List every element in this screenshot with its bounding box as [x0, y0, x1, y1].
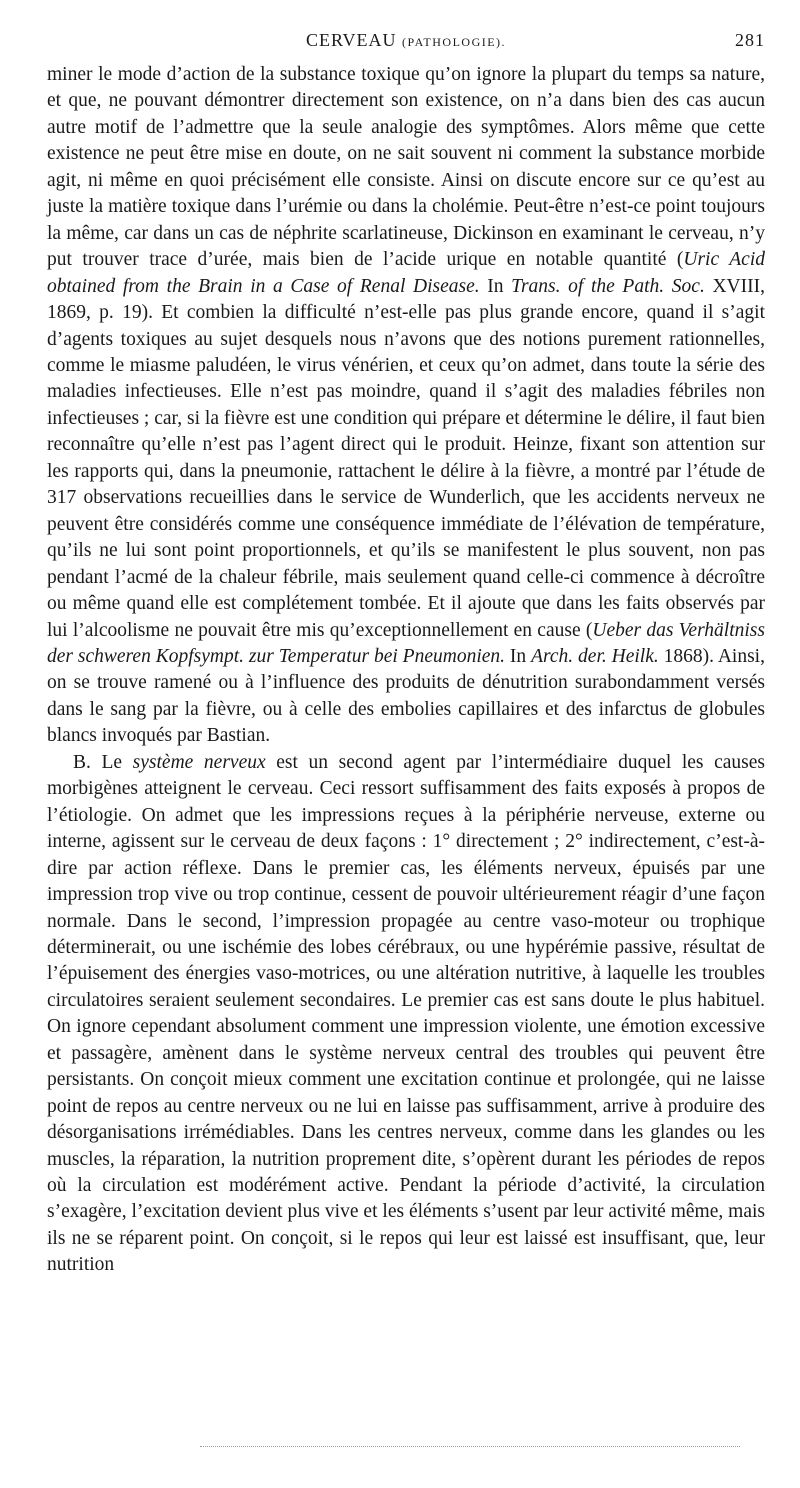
book-page — [47, 28, 765, 1279]
italic-text: Uric Acid obtained from the Brain in a Case of Renal Disease. — [47, 249, 765, 297]
text-run: B. Le — [73, 751, 133, 773]
paragraph-systeme-nerveux — [47, 750, 765, 1279]
running-head — [47, 28, 765, 62]
text-run: est un second agent par l’intermédiaire duquel les causes morbigènes atteignent le cerveau. Ceci ressort suffisamment des faits exposés à propos de l’étiologie. On admet que les impressions reçues à la périphérie nerveuse, externe ou interne, agissent sur le cerveau de deux façons : 1° directement ; 2° indirectement, c’est-à-dire par action réflexe. Dans le premier cas, les éléments nerveux, épuisés par une impression trop vive ou trop continue, cessent de pouvoir ultérieurement réagir d’une façon normale. Dans le second, l’impression propagée au centre vaso-moteur ou trophique déterminerait, ou une ischémie des lobes cérébraux, ou une hypérémie passive, résultat de l’épuisement des énergies vaso-motrices, ou une altération nutritive, à laquelle les troubles circulatoires seraient seulement secondaires. Le premier cas est sans doute le plus habituel. On ignore cependant absolument comment une impression violente, une émotion excessive et passagère, amènent dans le système nerveux central des troubles qui peuvent être persistants. On conçoit mieux comment une excitation continue et prolongée, qui ne laisse point de repos au centre nerveux ou ne lui en laisse pas suffisamment, arrive à produire des désorganisations irrémédiables. Dans les centres nerveux, comme dans les glandes ou les muscles, la réparation, la nutrition proprement dite, s’opèrent durant les périodes de repos où la circulation est modérément active. Pendant la période d’activité, la circulation s’exagère, l’excitation devient plus vive et les éléments s’usent par leur activité même, mais ils ne se réparent point. On conçoit, si le repos qui leur est laissé est insuffisant, que, leur nutrition — [47, 751, 766, 1276]
paragraph-continued — [47, 62, 765, 750]
text-run: XVIII, 1869, p. 19). Et combien la difficulté n’est-elle pas plus grande encore, quand il s’agit d’agents toxiques au sujet desquels nous n’avons que des notions purement rationnelles, comme le miasme paludéen, le virus vénérien, et ceux qu’on admet, dans toute la série des maladies infectieuses. Elle n’est pas moindre, quand il s’agit des maladies fébriles non infectieuses ; car, si la fièvre est une condition qui prépare et détermine le délire, il faut bien reconnaître qu’elle n’est pas l’agent direct qui le produit. Heinze, fixant son attention sur les rapports qui, dans la pneumonie, rattachent le délire à la fièvre, a montré par l’étude de 317 observations recueillies dans le service de Wunderlich, que les accidents nerveux ne peuvent être considérés comme une conséquence immédiate de l’élévation de température, qu’ils ne lui sont point proportionnels, et qu’ils se manifestent le plus souvent, non pas pendant l’acmé de la chaleur fébrile, mais seulement quand celle-ci commence à décroître ou même quand elle est complétement tombée. Et il ajoute que dans les faits observés par lui l’alcoolisme ne pouvait être mis qu’exceptionnellement en cause ( — [47, 275, 765, 641]
text-run: miner le mode d’action de la substance toxique qu’on ignore la plupart du temps sa nature, et que, ne pouvant démontrer directement son existence, on n’a dans bien des cas aucun autre motif de l’admettre que la seule analogie des symptômes. Alors même que cette existence ne peut être mise en doute, on ne sait souvent ni comment la substance morbide agit, ni même en quoi précisément elle consiste. Ainsi on discute encore sur ce qu’est au juste la matière toxique dans l’urémie ou dans la cholémie. Peut-être n’est-ce point toujours la même, car dans un cas de néphrite scarlatineuse, Dickinson en examinant le cerveau, n’y put trouver trace d’urée, mais bien de l’acide urique en notable quantité ( — [47, 64, 765, 271]
text-run: 1868). Ainsi, on se trouve ramené ou à l’influence des produits de dénutrition surabondamment versés dans le sang par la fièvre, ou à celle des embolies capillaires et des infarctus de globules blancs invoqués par Bastian. — [47, 645, 765, 747]
text-run: In — [479, 275, 512, 297]
running-title — [47, 30, 765, 51]
italic-text: système nerveux — [132, 751, 266, 773]
chapter-section: (PATHOLOGIE). — [402, 35, 507, 49]
footer-rule — [200, 1446, 740, 1447]
body-text — [47, 62, 765, 1279]
italic-text: Ueber das Verhältniss der schweren Kopfsympt. zur Temperatur bei Pneumonien. — [47, 619, 765, 667]
chapter-title: CERVEAU — [305, 30, 397, 50]
page-number: 281 — [735, 30, 765, 50]
italic-text: Trans. of the Path. Soc. — [511, 275, 705, 297]
italic-text: Arch. der. Heilk. — [531, 645, 659, 667]
text-run: In — [505, 645, 532, 667]
